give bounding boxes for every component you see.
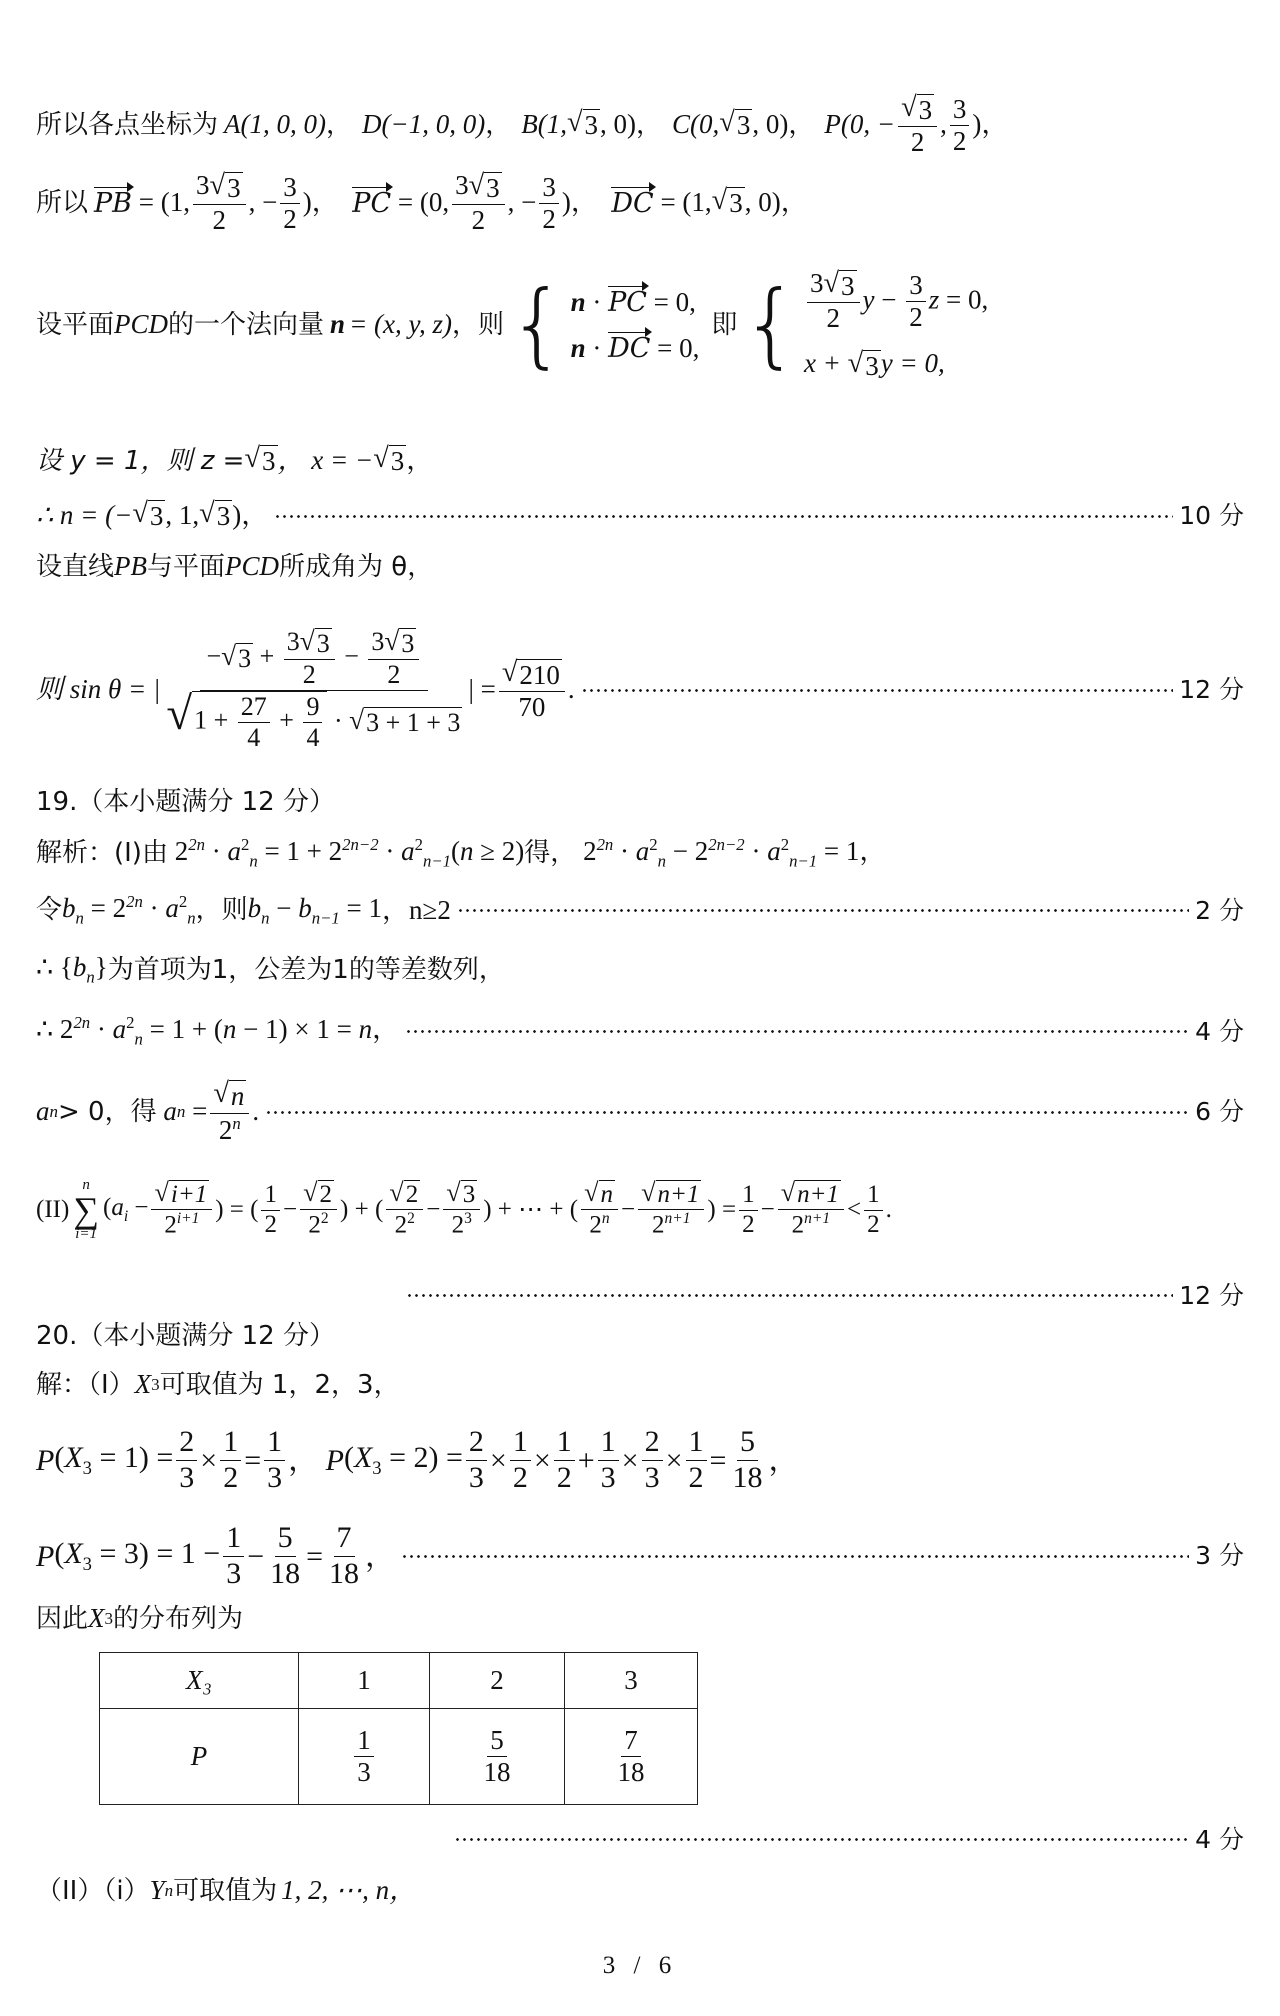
table-header-cell: 1 — [299, 1653, 430, 1709]
score-4: 4 分 — [1195, 1016, 1244, 1046]
set-y-line: 设 y = 1，则 z = √ 3 ， x = − √ 3 ， — [36, 443, 434, 476]
angle-line: 设直线 PB 与平面 PCD 所成角为 θ， — [36, 551, 434, 582]
q19-header: 19.（本小题满分 12 分） — [36, 787, 335, 817]
q19-recurrence: 解析：(I)由 $2^{2n} \cdot a^2_n = 1 + 2^{2n-2} \cdot a^2_{n-1}(n \ge 2)$ 得， $2^{2n} \cdot a^2_n - 2^{2n-2} \cdot a^2_{n-1} = 1$， — [36, 835, 887, 871]
score-12: 12 分 — [1179, 675, 1244, 705]
table-header-cell: 3 — [565, 1653, 698, 1709]
point-b: B(1, — [521, 109, 567, 140]
point-p: P(0, − — [824, 109, 896, 140]
q20-dist-label: 因此 X 3 的分布列为 — [36, 1603, 244, 1634]
table-row-label: P — [100, 1709, 299, 1805]
table-header-x3: X₃ — [100, 1653, 299, 1709]
q20-header: 20.（本小题满分 12 分） — [36, 1321, 335, 1351]
q20-part2: （II）（i） Y n 可取值为 1, 2, ⋯, n， — [36, 1875, 417, 1906]
q19-score-12-line — [400, 1282, 1244, 1310]
distribution-table — [99, 1652, 698, 1805]
q20-table-score — [448, 1826, 1244, 1854]
vector-pc: PC — [352, 188, 392, 220]
page-number: 3 / 6 — [602, 1952, 678, 1979]
q20-prob-3: P $(X_3 = 3) = 1$ − $\frac{1}{3}$ − $\frac{5}{18}$ = $\frac{7}{18}$ ， 3 分 — [36, 1521, 1244, 1590]
table-header-cell: 2 — [430, 1653, 565, 1709]
point-c: C(0, — [672, 109, 720, 140]
vector-pb: PB — [94, 188, 133, 220]
q19-formula: ∴ $2^{2n} \cdot a^2_n = 1 + (n - 1) \times 1 = n$， 4 分 — [36, 1013, 1244, 1049]
q19-sum: (II) n ∑ i=1 ($a_i$ − √ i+1 $2^{i+1}$ ) = ( $\frac{1}{2}$ − √ 2 $2^2$ ) + ( √ 2 $2^2$ − √ 3 $2^3$ ) + ⋯ + ( √ n 2$^n$ − √ n+1 $2^{n+1}$ ) = $\frac{1}{2}$ − √ n+1 $2^{n+1}$ < $\frac{1}{2}$ . — [36, 1177, 892, 1243]
table-cell: $\frac{7}{18}$ — [565, 1709, 698, 1805]
vectors-line: 所以 PB = (1, 3 √ 3 2 , − $\frac{3}{2}$ )， PC = (0, 3 √ 3 2 , − $\frac{3}{2}$ )， DC = (1, √ 3 , 0)， — [36, 170, 808, 236]
score-10: 10 分 — [1179, 501, 1244, 531]
q19-arithmetic: ∴ $\{b_n\}$ 为首项为1，公差为1的等差数列， — [36, 952, 505, 987]
point-a: A(1, 0, 0) — [224, 109, 326, 140]
table-cell: $\frac{5}{18}$ — [430, 1709, 565, 1805]
vector-dc: DC — [611, 188, 654, 220]
score-2: 2 分 — [1195, 895, 1244, 925]
table-cell: $\frac{1}{3}$ — [299, 1709, 430, 1805]
sin-theta-line: 则 sin θ = | − √ 3 + 3 √ 3 2 − 3 √ 3 2 √ 1 + $\frac{27}{4}$ + $\frac{9}{4}$ · √ 3 + 1 + 3 | = √ 210 70 . 12 分 — [36, 626, 1244, 752]
point-d: D(−1, 0, 0) — [362, 109, 486, 140]
normal-vector-result: ∴ n = (− √ 3 , 1, √ 3 )， 10 分 — [36, 498, 1244, 531]
score-6: 6 分 — [1195, 1097, 1244, 1127]
q19-an: a n > 0，得 a n = √ n 2$^n$ . 6 分 — [36, 1078, 1244, 1145]
q20-probs-1-2: P $(X_3 = 1)$ = $\frac{2}{3}$ × $\frac{1}{2}$ = $\frac{1}{3}$ ， P $(X_3 = 2)$ = $\frac{2}{3}$ × $\frac{1}{2}$ × $\frac{1}{2}$ + $\frac{1}{3}$ × $\frac{2}{3}$ × $\frac{1}{2}$ = $\frac{5}{18}$ ， — [36, 1425, 799, 1494]
score-12-q19: 12 分 — [1179, 1281, 1244, 1310]
score-4-q20: 4 分 — [1195, 1825, 1244, 1854]
q19-bn-def: 令 $b_n = 2^{2n} \cdot a^2_n$ ，则 $b_n - b_{n-1} = 1$ ，n≥2 2 分 — [36, 892, 1244, 928]
q20-values: 解：（I） X 3 可取值为 1，2，3， — [36, 1369, 400, 1400]
normal-vector-system: 设平面 PCD 的一个法向量 n = (x, y, z) ，则 { n · PC = 0, n · DC = 0, 即 { 3 √ 3 2 y − $\frac{3}{2}$ z = 0, x + √ 3 y = 0, — [36, 268, 989, 381]
coordinates-line: 所以各点坐标为 A(1, 0, 0) ， D(−1, 0, 0) ， B(1, √ 3 , 0) ， C(0, √ 3 , 0) ， P(0, − √ 3 2 , $\frac{3}{2}$ )， — [36, 92, 1009, 158]
score-3: 3 分 — [1195, 1541, 1244, 1571]
